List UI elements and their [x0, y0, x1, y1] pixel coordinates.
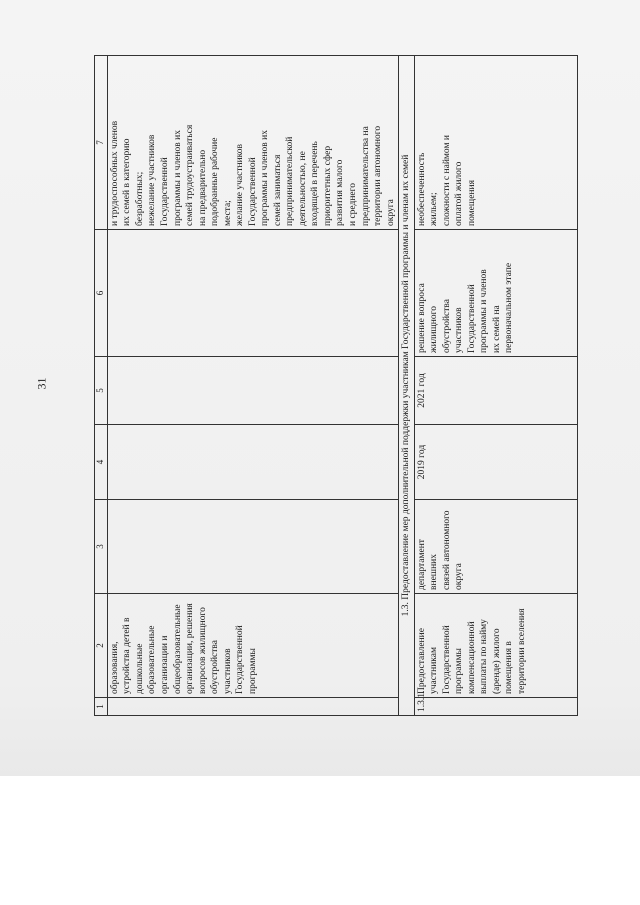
text-line: входящей в перечень [310, 141, 321, 226]
text-line: (аренде) жилого [491, 628, 502, 694]
text-line: деятельностью, не [297, 151, 308, 226]
header-col-7: 7 [95, 56, 108, 230]
text-line: обустройства [441, 299, 452, 353]
cell-measure-name [107, 594, 398, 698]
text-line: Предоставление [416, 628, 427, 694]
text-line: организации и [160, 635, 170, 694]
text-line: округа [385, 199, 396, 226]
cell-risks [107, 56, 398, 230]
text-line: дошкольные [134, 643, 145, 694]
text-line: Государственной [247, 157, 258, 226]
header-col-5: 5 [95, 357, 108, 425]
text-line: участникам [429, 647, 440, 694]
cell-start: 2019 год [414, 425, 577, 500]
cell-risks [414, 56, 577, 230]
cell-end: 2021 год [414, 357, 577, 425]
text-line: программы и членов их [172, 130, 183, 226]
header-row [95, 56, 108, 716]
text-line: места; [222, 200, 233, 226]
text-line: программы [454, 648, 465, 694]
cell-executor [107, 500, 398, 594]
text-line: помещения [466, 180, 477, 226]
cell-number [107, 698, 398, 716]
table-row-continued [107, 56, 398, 716]
text-line: их семей в категорию [122, 138, 133, 226]
text-line: программы и членов их [260, 130, 271, 226]
cell-end [107, 357, 398, 425]
text-line: программы и членов [479, 269, 490, 353]
cell-executor [414, 500, 577, 594]
text-line: компенсационной [466, 621, 477, 694]
text-line: и среднего [347, 182, 358, 226]
text-line: Государственной [441, 625, 452, 694]
header-col-3: 3 [95, 500, 108, 594]
text-line: подобранные рабочие [210, 137, 221, 226]
text-line: жильем; [429, 192, 440, 226]
text-line: устройства детей в [122, 617, 133, 694]
text-line: семей трудоустраиваться [185, 124, 196, 226]
text-line: территории автономного [373, 125, 384, 226]
text-line: образования, [109, 641, 120, 694]
text-line: помещения в [504, 641, 515, 694]
text-line: семей заниматься [272, 154, 283, 226]
page-number: 31 [34, 377, 49, 390]
text-line: безработных; [134, 171, 145, 226]
text-line: желание участников [235, 143, 246, 226]
section-row [399, 56, 415, 716]
text-line: программы [247, 648, 258, 694]
text-line: участников [454, 307, 465, 353]
text-line: необеспеченность [416, 152, 427, 226]
text-line: первоначальном этапе [504, 262, 515, 353]
text-line: решение вопроса [416, 283, 427, 353]
text-line: их семей на [491, 305, 502, 353]
text-line: развития малого [335, 159, 346, 226]
text-line: оплатой жилого [454, 161, 465, 226]
text-line: предпринимательства на [360, 126, 371, 226]
cell-number: 1.3.1. [414, 698, 577, 716]
text-line: образовательные [147, 625, 158, 694]
text-line: Государственной [466, 284, 477, 353]
cell-result [107, 230, 398, 357]
text-line: предпринимательской [285, 136, 296, 226]
cell-start [107, 425, 398, 500]
table-row-1-3-1 [414, 56, 577, 716]
text-line: территории вселения [516, 608, 527, 694]
text-line: приоритетных сфер [322, 145, 333, 226]
cell-measure-name [414, 594, 577, 698]
text-line: связей автономного [441, 510, 452, 590]
document-table-rotated [94, 56, 527, 716]
text-line: общеобразовательные [172, 604, 183, 694]
text-line: жилищного [429, 305, 440, 353]
measures-table [94, 55, 578, 716]
text-line: участников [222, 648, 233, 694]
text-line: округа [454, 563, 465, 590]
section-title: 1.3. Предоставление мер дополнительной поддержки участникам Государственной программы и членам их семей [399, 56, 415, 716]
header-col-2: 2 [95, 594, 108, 698]
header-col-6: 6 [95, 230, 108, 357]
header-col-1: 1 [95, 698, 108, 716]
text-line: Государственной [235, 625, 246, 694]
text-line: сложности с наймом и [441, 135, 452, 226]
text-line: и трудоспособных членов [109, 120, 120, 226]
text-line: организации, решения [185, 603, 196, 694]
cell-result [414, 230, 577, 357]
text-line: Государственной [160, 157, 170, 226]
text-line: на предварительно [197, 149, 208, 226]
text-line: вопросов жилищного [197, 607, 208, 694]
text-line: обустройства [210, 640, 221, 694]
text-line: нежелание участников [147, 134, 158, 226]
header-col-4: 4 [95, 425, 108, 500]
text-line: выплаты по найму [479, 619, 490, 694]
text-line: департамент внешних [416, 539, 440, 590]
